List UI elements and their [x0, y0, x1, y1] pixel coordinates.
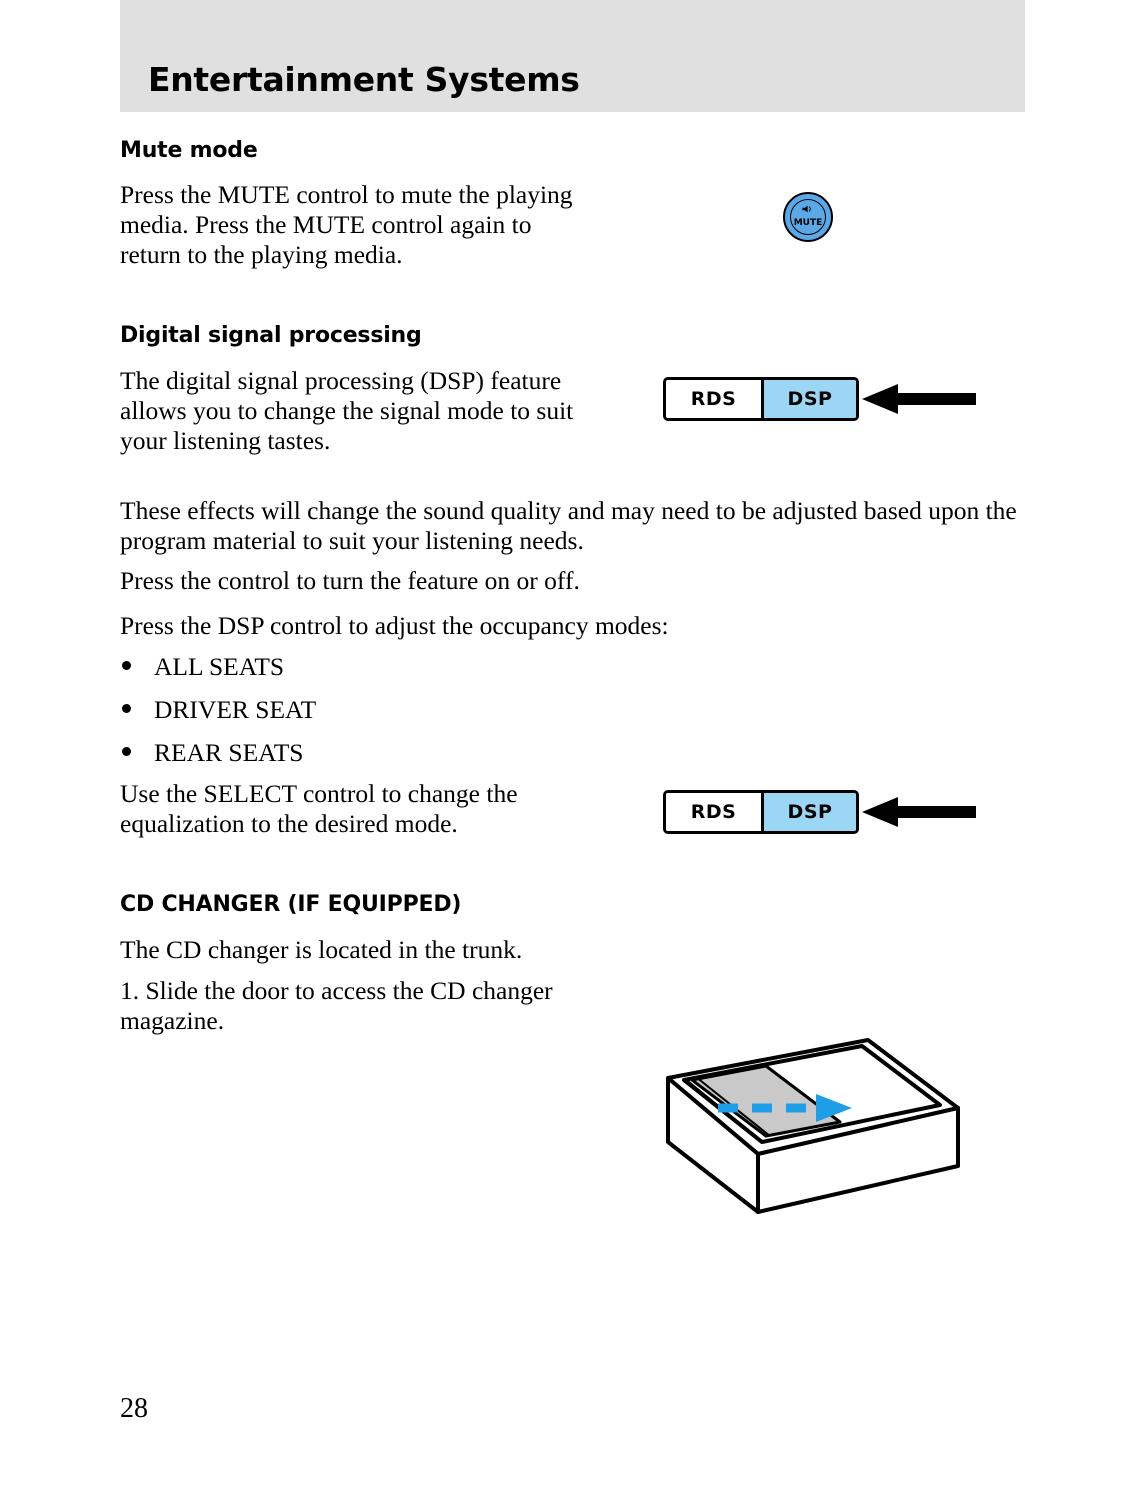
rds-label: RDS [690, 801, 737, 823]
heading-mute-mode: Mute mode [120, 138, 258, 163]
paragraph-dsp-body-4: Press the DSP control to adjust the occupancy modes: [120, 611, 669, 640]
pointer-arrow-icon-1 [858, 382, 978, 416]
paragraph-cd-body-1: The CD changer is located in the trunk. [120, 935, 523, 964]
list-item-label: DRIVER SEAT [154, 695, 317, 724]
list-item-label: REAR SEATS [154, 738, 304, 767]
dsp-button[interactable] [761, 793, 856, 831]
bullet-icon [122, 704, 131, 713]
rds-button[interactable] [666, 793, 761, 831]
dsp-label: DSP [787, 801, 833, 823]
paragraph-dsp-body-5: Use the SELECT control to change the equalization to the desired mode. [120, 779, 518, 838]
heading-digital-signal-processing: Digital signal processing [120, 323, 422, 348]
paragraph-mute-body: Press the MUTE control to mute the playing media. Press the MUTE control again to return to the playing media. [120, 180, 573, 269]
pointer-arrow-icon-2 [858, 795, 978, 829]
page-number: 28 [120, 1393, 148, 1424]
list-item-label: ALL SEATS [154, 652, 285, 681]
paragraph-dsp-body-3: Press the control to turn the feature on or off. [120, 566, 580, 595]
rds-label: RDS [690, 388, 737, 410]
heading-cd-changer: CD CHANGER (IF EQUIPPED) [120, 892, 462, 917]
bullet-icon [122, 661, 131, 670]
rds-button[interactable] [666, 380, 761, 418]
page-title: Entertainment Systems [148, 60, 580, 99]
bullet-icon [122, 747, 131, 756]
cd-changer-illustration [640, 1030, 980, 1220]
mute-knob-label: MUTE [793, 218, 823, 228]
paragraph-cd-body-2: 1. Slide the door to access the CD changer magazine. [120, 976, 553, 1035]
control-frame [663, 377, 859, 421]
rds-dsp-control-illustration-2 [663, 790, 859, 834]
dsp-label: DSP [787, 388, 833, 410]
dsp-button[interactable] [761, 380, 856, 418]
paragraph-dsp-body-1: The digital signal processing (DSP) feature allows you to change the signal mode to suit your listening tastes. [120, 366, 574, 455]
mute-control-illustration [783, 192, 833, 242]
paragraph-dsp-body-2: These effects will change the sound quality and may need to be adjusted based upon the program material to suit your listening needs. [120, 496, 1017, 555]
control-frame [663, 790, 859, 834]
rds-dsp-control-illustration-1 [663, 377, 859, 421]
speaker-icon [802, 205, 814, 213]
